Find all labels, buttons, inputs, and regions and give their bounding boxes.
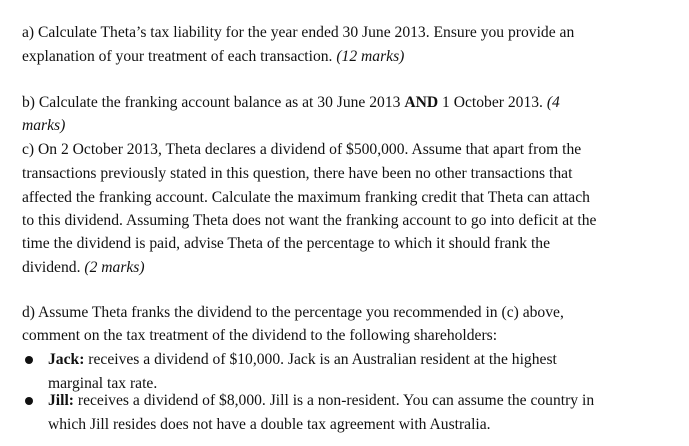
question-c-line-3 — [22, 189, 590, 207]
question-c-text-2: transactions previously stated in this question, there have been no other transactions that — [22, 165, 573, 182]
bullet-jack-text-2: marginal tax rate. — [48, 375, 158, 392]
question-c-text-5: time the dividend is paid, advise Theta of the percentage to which it should frank the — [22, 235, 551, 252]
question-d-text-1: d) Assume Theta franks the dividend to the percentage you recommended in (c) above, — [22, 304, 564, 321]
bullet-jill-line-1 — [48, 392, 594, 410]
question-b-text-2: 1 October 2013. — [438, 94, 547, 111]
bullet-jack-line-2 — [48, 375, 157, 393]
bullet-jill-text-1: receives a dividend of $8,000. Jill is a non-resident. You can assume the country in — [74, 392, 595, 409]
bullet-jill-line-2 — [48, 416, 491, 434]
question-b-text-1: b) Calculate the franking account balance as at 30 June 2013 — [22, 94, 405, 111]
question-c-line-4 — [22, 212, 596, 230]
bullet-jack-icon — [25, 356, 33, 364]
question-c-text-1: c) On 2 October 2013, Theta declares a dividend of $500,000. Assume that apart from the — [22, 141, 582, 158]
question-c-marks: (2 marks) — [84, 259, 145, 276]
question-b-line-1 — [22, 94, 560, 112]
question-b-line-2 — [22, 117, 65, 135]
question-a-text-1: a) Calculate Theta’s tax liability for the year ended 30 June 2013. Ensure you provide an — [22, 24, 575, 41]
question-d-text-2: comment on the tax treatment of the dividend to the following shareholders: — [22, 327, 498, 344]
question-c-text-6: dividend. — [22, 259, 85, 276]
question-b-marks-1: (4 — [546, 94, 560, 111]
question-c-line-5 — [22, 235, 550, 253]
bullet-jill-icon — [25, 397, 33, 405]
bullet-jill-name: Jill: — [48, 392, 74, 409]
question-b-bold-and: AND — [404, 94, 439, 111]
question-a-text-2: explanation of your treatment of each transaction. — [22, 48, 337, 65]
question-c-line-6 — [22, 259, 145, 277]
question-c-text-3: affected the franking account. Calculate the maximum franking credit that Theta can attach — [22, 189, 590, 206]
bullet-jack-line-1 — [48, 351, 557, 369]
question-a-marks: (12 marks) — [336, 48, 405, 65]
bullet-jack-name: Jack: — [48, 351, 85, 368]
question-a-line-2 — [22, 48, 404, 66]
question-d-line-2 — [22, 327, 497, 345]
bullet-jill-text-2: which Jill resides does not have a double tax agreement with Australia. — [48, 416, 491, 433]
bullet-jack-text-1: receives a dividend of $10,000. Jack is an Australian resident at the highest — [84, 351, 557, 368]
question-a-line-1 — [22, 24, 574, 42]
question-d-line-1 — [22, 304, 564, 322]
question-b-marks-2: marks) — [22, 117, 66, 134]
question-c-line-2 — [22, 165, 572, 183]
question-c-text-4: to this dividend. Assuming Theta does not want the franking account to go into deficit at the — [22, 212, 597, 229]
question-c-line-1 — [22, 141, 581, 159]
